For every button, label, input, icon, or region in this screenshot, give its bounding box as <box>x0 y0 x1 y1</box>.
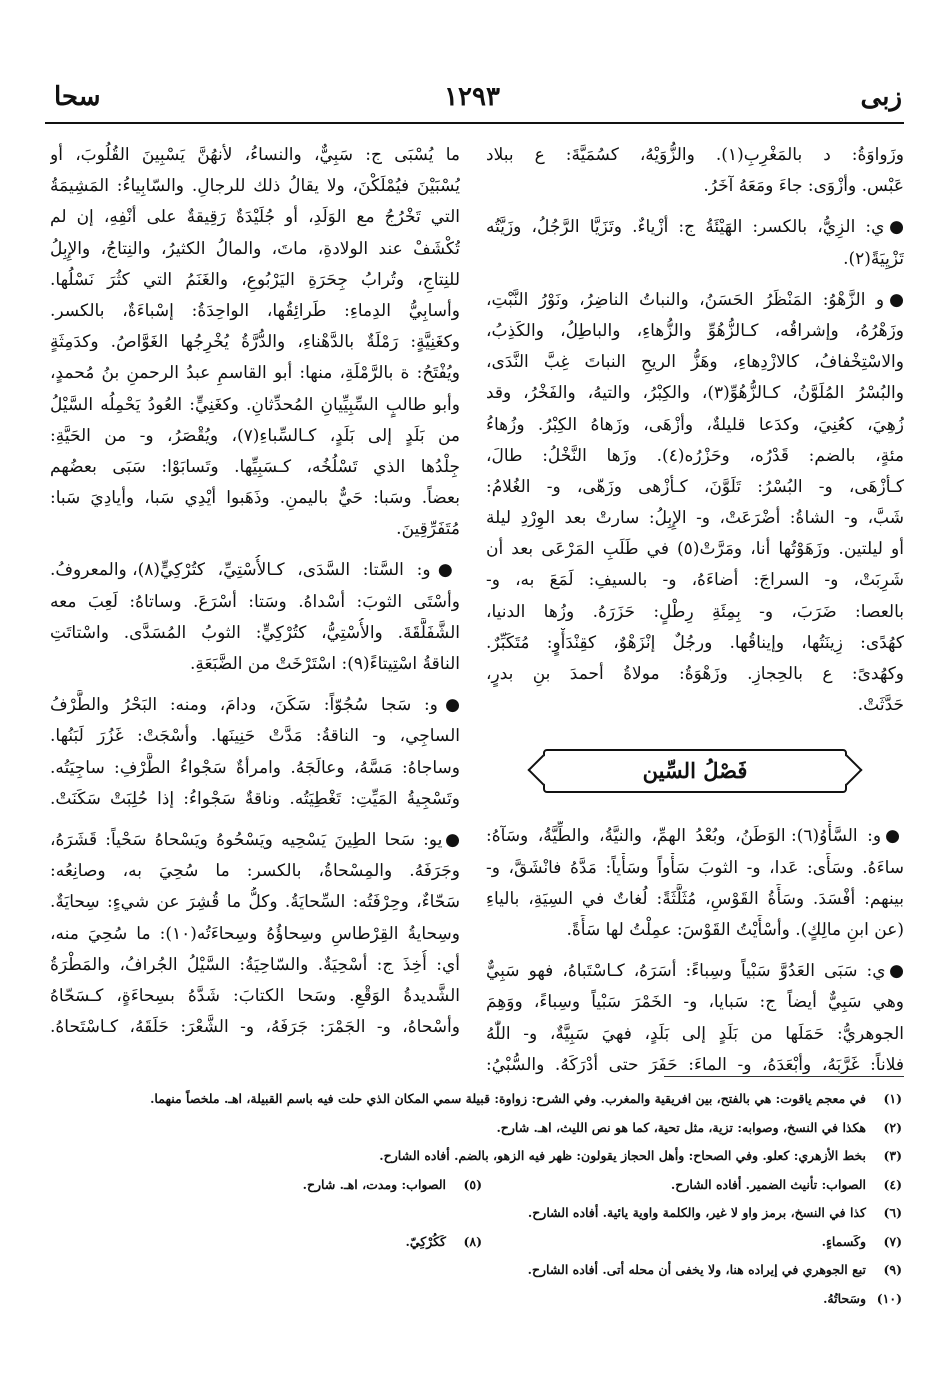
footnote <box>42 1256 902 1285</box>
text-line: ●و: السَّأْوُ(٦): الوَطَنُ، وبُعْدُ الهمِّ، والنيَّةُ، والطِّيَّةُ، وسَآهُ: <box>486 826 904 847</box>
text-line: أو ليلتين. وزَهَوْتُها أنا، ومَرَّتْ(٥) في طَلَبِ المَرْعَى بعد أن <box>486 539 904 560</box>
text-line: وكهُدىً: ع بالحِجازِ. وزَهْوَةُ: مولاةُ أحمدَ بنِ بدرٍ، <box>486 664 904 684</box>
text-line: ●ي: الزِيُّ، بالكسر: الهَيْئَةُ ج: أزْياءٌ. وتَزَيَّا الرَّجُلُ، وزَيَّتُه <box>486 217 904 238</box>
section-title: فَصْلُ السِّين <box>642 758 748 784</box>
footnote-number: (٤) <box>883 1176 902 1192</box>
footnote <box>42 1114 902 1143</box>
footnote <box>42 1085 902 1114</box>
footnote-text: الصواب: تأنيث الضمير. أفاده الشارح. <box>670 1176 866 1192</box>
text-line: والبُسْرُ المُلَوَّنُ، كـالزُّهُوِّ(٣)، والكِبْرُ، والتيهُ، والفَخْرُ، وقد <box>486 383 904 404</box>
text-line: جِلْدُها الذي تَسْلُخُه، كـسَبِيِّها. وتَسابَوْا: سَبَى بعضُهم <box>50 456 460 477</box>
text-line: وأسْحاهُ، و- الجَمْرَ: جَرَفَهُ، و- الشَّعْرَ: حَلَقَهُ، كـاسْتَحاهُ. <box>50 1017 460 1038</box>
text-line: وتَسْجِيةُ المَيِّتِ: تَغْطِيَتُه. وناقةٌ سَجْواءُ: إذا حُلِبَتْ سَكَنَتْ. <box>50 788 460 809</box>
footnote-number: (٢) <box>883 1119 902 1135</box>
text-line: حَدَّثَتْ. <box>857 695 904 716</box>
text-line: كهُدًى: زِينَتُها، وإيناقُها. ورجُلٌ إنْزَهْوٌ، كقِنْدَأْوٍ: مُتَكَبِّرٌ. <box>486 632 904 653</box>
header-rule <box>45 122 904 124</box>
paragraph-gap <box>50 680 460 690</box>
text-line: وكغَنِيَّةٍ: رَمْلَةٌ بالدَّهْناءِ، والدُّرَّةُ يُخْرِجُها الغَوَّاصُ. وكدَمِثَةٍ <box>50 332 460 353</box>
footnote-text: الصواب: ومدت، اهـ. شارح. <box>302 1176 446 1192</box>
footnote-number: (٣) <box>883 1148 902 1163</box>
footnote <box>42 1199 902 1228</box>
text-line: من بَلَدٍ إلى بَلَدٍ، كـالسِّباءِ(٧)، ويُقْصَرُ، و- من الحَيَّةِ: <box>50 425 460 446</box>
text-line: وأسْتَى الثوبَ: أسْداهُ. وسَتا: أسْرَعَ. وساتاهُ: لَعِبَ معه <box>50 591 460 612</box>
footnote-text: كَكُرْكِيّ. <box>405 1233 446 1249</box>
text-line: عَبْس. وأزْوَى: جاءَ ومَعَهُ آخَرُ. <box>703 176 904 197</box>
text-line: وجَرَفَهُ. والمِسْحاةُ، بالكسر: ما سُحِيَ به، وصانِعُه: <box>50 861 460 882</box>
footnote <box>42 1142 902 1171</box>
text-line: وسِحايةُ القِرْطاسِ وسِحاؤُهُ وسِحاءَتُه(١٠): ما سُحِيَ منه، <box>50 923 460 944</box>
footnote-text: وكَسماءٍ. <box>821 1233 866 1249</box>
text-line: كـأزْهَى، و- البُسْرُ: تَلَوَّنَ، كـأزْهى وزَهّى، و- الغُلامُ: <box>486 476 904 497</box>
paragraph-gap <box>486 275 904 285</box>
text-line: شَبَّ، و- الشاةُ: أضْرَعَتْ، و- الإِبِلُ: سارتْ بعد الوِرْدِ ليلة <box>486 508 904 529</box>
footnote-number: (١) <box>883 1091 902 1106</box>
text-line: تَزْيِيَةً(٢). <box>843 248 904 269</box>
text-line: وزَواوَةُ: د بالمَغْرِبِ(١). والزُّوَيْهُ، كسُمَيَّةَ: ع ببلاد <box>486 145 904 165</box>
header-root-left: سحا <box>54 82 101 112</box>
text-line: ساءَهُ. وسَأَى: عَدا، و- الثوبَ سَأْواً وسَأْياً: مَدَّهُ فانْشَقَّ، و- <box>486 857 904 878</box>
text-line: وهي سَبِيٌّ أيضاً ج: سَبايا، و- الخَمْرَ سَبْياً وسِباءً، ووَهِمَ <box>486 992 904 1013</box>
footnote-number: (٥) <box>463 1176 482 1192</box>
text-line: مئةٍ، بالضم: قَدْرُه، وحَزْرُه(٤). وزَها النَّخْلُ: طالَ، <box>486 445 904 466</box>
footnote-text: في معجم ياقوت: هي بالفتح، بين افريقية والمغرب. وفي الشرح: زواوة: قبيلة سمي المكان الذي حلت فيه باسم القبيلة، اهـ. ملخصاً منهما. <box>150 1091 866 1106</box>
footnote-number: (١٠) <box>876 1290 902 1306</box>
footnote-text: تبع الجوهري في إيراده هنا، ولا يخفى أن محله أتى. أفاده الشارح. <box>527 1262 866 1277</box>
text-line: فلاناً: غَرَّبَهُ، وأبْعَدَهُ، و- الماءَ: حَفَرَ حتى أدْرَكَهُ. والسُّبْيُ: <box>486 1054 904 1075</box>
text-line: (عن ابنِ مالِكٍ). وأسْأَيْتُ القَوْسَ: عمِلْتُ لها سَأَةً. <box>566 919 904 940</box>
footnotes <box>42 1085 902 1313</box>
paragraph-gap <box>486 946 904 956</box>
text-line: الشَّديدةُ الوَقْعِ. وسَحا الكتابَ: شَدَّهُ بسِحاءَةٍ، كـسَحّاهُ <box>50 985 460 1006</box>
paragraph-gap <box>50 815 460 825</box>
text-line: الشَّفَلَّقَةَ. والأُسْتِيُّ، كتُرْكِيٍّ: الثوبُ المُسَدَّى. واسْتاتَتِ <box>50 622 460 643</box>
text-line: بعضاً. وسَبا: حَيٌّ باليمنِ. وذَهَبوا أيْدِي سَبا، وأيادِيَ سَبا: <box>50 488 460 509</box>
text-line: تُكْشَفْ عند الولادةِ، ماتَ، والمالُ الكثيرُ، والنِتاجُ، والإِبِلُ <box>50 238 460 259</box>
footnote-text: كذا في النسخ، برمز واو لا غير، والكلمة واوية يائية. أفاده الشارح. <box>527 1205 866 1220</box>
footnote-text: وسَحاتُهُ. <box>823 1290 866 1306</box>
text-line: بينهم: أفْسَدَ. وسَأَةُ القَوْسِ، مُثَلَّثَةً: لُغاتٌ في السِيَةِ، بالياءِ <box>486 888 904 909</box>
text-line: وساجاهُ: مَسَّهُ، وعالَجَهُ. وامرأةٌ سَجْواءُ الطَّرْفِ: ساجِيَتُه. <box>50 757 460 778</box>
text-line: شَرِبَتْ، و- السراجَ: أضاءَهُ، و- بالسيفِ: لَمَعَ به، و- <box>486 570 904 591</box>
footnote-text: بخط الأزهري: كعلو. وفي الصحاح: وأهل الحجاز يقولون: ظهر فيه الزهو، بالضم. أفاده الشارح. <box>379 1148 866 1163</box>
text-line: للنِتاجِ، وتُرابُ جِحَرَةِ اليَرْبُوعِ، والغَنَمُ التي كثُرَ نَسْلُها. <box>50 269 460 290</box>
text-line: أي: أُخِذَ ج: أسْحِيَةٌ. والسّاحِيَةُ: السَّيْلُ الجُرافُ، والمَطْرَةُ <box>50 954 460 975</box>
text-line: والاسْتِخْفافُ، كالازْدِهاءِ، وهَزُّ الريحِ النباتَ غِبَّ النَّدَى، <box>486 352 904 373</box>
text-line: بالعصا: ضَرَبَ، و- بِمِئَةِ رِطْلٍ: حَزَرَهُ. وزُها الدنيا، <box>486 601 904 622</box>
text-line: ما يُسْبَى ج: سَبِيٌّ، والنساءُ، لأنهُنَّ يَسْبِينَ القُلُوبَ، أو <box>50 145 460 165</box>
text-line: وأبو طالبٍ السِّبِيِّيانِ المُحدِّثانِ. وكغَنِيٍّ: العُودُ يَحْمِلُه السَّيْلُ <box>50 394 460 415</box>
footnote-number: (٦) <box>883 1205 902 1220</box>
text-line: ●ي: سَبَى العَدُوَّ سَبْياً وسِباءً: أسَرَهُ، كـاسْتَباهُ، فهو سَبِيٌّ <box>486 961 904 982</box>
text-line: ●و الزَّهْوُ: المَنْظَرُ الحَسَنُ، والنباتُ الناضِرُ، ونَوْرُ النَّبْتِ، <box>486 289 904 310</box>
text-line: وزَهْرُهُ، وإشراقُه، كـالزُّهُوِّ والزُّهاءِ، والباطِلُ، والكَذِبُ، <box>486 320 904 341</box>
footnote-number: (٨) <box>463 1233 482 1249</box>
text-line: التي تَخْرُجُ مع الوَلَدِ، أو جُلَيْدَةٌ رَقِيقةٌ على أنْفِهِ، إن لم <box>50 207 460 228</box>
text-line: زُهِيَ، كعُنِيَ، وكدَعا قليلةٌ، وأزْهَى، وزَهاهُ الكِبْرُ. وزُهاءُ <box>486 414 904 435</box>
text-line: وأسابِيُّ الدِماءِ: طَرائِقُها، الواحِدَةُ: إسْباءَةٌ، بالكسر. <box>50 300 460 321</box>
text-line: ويُفْتَحُ: ة بالرَّمْلَةِ، منها: أبو القاسمِ عبدُ الرحمنِ بنُ مُحمدٍ، <box>50 363 460 384</box>
left-column <box>50 140 460 1043</box>
page-number: ١٢٩٣ <box>444 82 500 112</box>
footnote <box>42 1171 902 1200</box>
header-root-right: زبى <box>860 82 902 112</box>
text-line: الناقةُ اسْتِيتاءً(٩): اسْتَرْخَتْ من الضَّبَعَةِ. <box>190 654 460 674</box>
text-line: ●و: سَجا سُجُوّاً: سَكَنَ، ودامَ، ومنه: البَحْرُ والطَّرْفُ <box>50 695 460 716</box>
section-title-box <box>543 749 847 793</box>
right-column <box>486 140 904 1081</box>
text-line: الساجِي، و- الناقةُ: مَدَّتْ حَنِينَها. وأسْجَتْ: غَزُرَ لَبَنُها. <box>50 726 460 747</box>
paragraph-gap <box>486 202 904 212</box>
footnote-number: (٧) <box>883 1233 902 1249</box>
text-line: الجوهريُّ: حَمَلَها من بَلَدٍ إلى بَلَدٍ، فهيَ سَبِيَّةٌ، و- اللّٰهُ <box>486 1023 904 1044</box>
text-line: ●و: السَّتا: السَّدَى، كـالأُسْتِيِّ، كتُرْكِيٍّ(٨)، والمعروفُ. <box>50 560 460 581</box>
paragraph-gap <box>50 545 460 555</box>
footnote <box>42 1228 902 1257</box>
footnote-rule <box>664 1076 904 1077</box>
text-line: ●يو: سَحا الطِينَ يَسْحِيه ويَسْحُوهُ ويَسْحاهُ سَحْياً: قَشَرَهُ، <box>50 829 460 850</box>
text-line: مُتَفَرِّقِينَ. <box>396 519 460 540</box>
footnote-text: هكذا في النسخ، وصوابه: تزية، مثل تحية، كما هو نص الليث، اهـ. شارح. <box>496 1119 866 1135</box>
footnote-number: (٩) <box>883 1262 902 1277</box>
text-line: سَحّاءٌ، وحِرْفَتُه: السِّحايَةُ. وكلُّ ما قُشِرَ عن شيءٍ: سِحايَةٌ. <box>50 892 460 913</box>
footnote <box>42 1285 902 1314</box>
text-line: يُسْبَيْنَ فيُمْلَكْنَ، ولا يقالُ ذلك للرجالِ. والسّابِياءُ: المَشِيمَةُ <box>50 176 460 197</box>
